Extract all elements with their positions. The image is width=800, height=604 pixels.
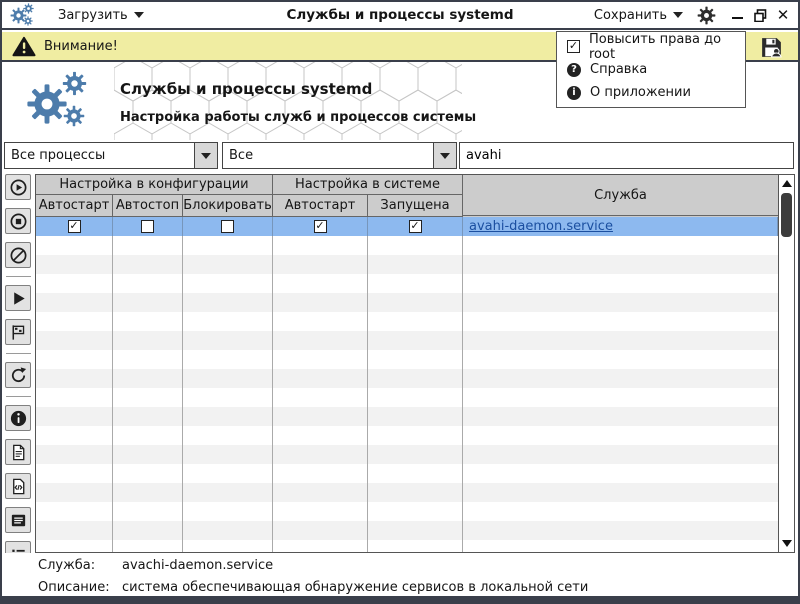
checkbox-cell <box>368 350 463 369</box>
service-cell <box>463 483 778 502</box>
finish-flag-button[interactable] <box>5 319 31 345</box>
stop-circle-icon <box>9 212 28 231</box>
checkbox-cell <box>113 445 183 464</box>
warning-text: Внимание! <box>44 38 118 54</box>
service-cell <box>463 350 778 369</box>
checkbox-cell <box>183 464 273 483</box>
service-cell <box>463 236 778 255</box>
checkbox-cell <box>113 426 183 445</box>
checkbox-cell <box>36 369 113 388</box>
checkbox-cell <box>273 350 368 369</box>
page-subtitle: Настройка работы служб и процессов системы <box>120 110 477 125</box>
checkbox-cell <box>183 502 273 521</box>
group-header-config: Настройка в конфигурации <box>36 175 273 195</box>
table-body <box>36 217 778 552</box>
table-row <box>36 331 778 350</box>
load-button-label: Загрузить <box>58 7 128 23</box>
table-row <box>36 540 778 552</box>
checkbox-cell <box>273 464 368 483</box>
services-table <box>35 174 795 553</box>
save-button[interactable] <box>594 8 683 23</box>
menu-item-label: О приложении <box>590 85 691 100</box>
dropdown-arrow-button[interactable] <box>433 143 456 168</box>
scroll-up-icon[interactable] <box>782 180 792 187</box>
minimize-button[interactable] <box>730 8 744 22</box>
hexagon-pattern <box>114 62 462 140</box>
save-button-label: Сохранить <box>593 7 667 23</box>
save-as-root-icon[interactable] <box>759 35 784 60</box>
checkbox-cell[interactable] <box>36 217 113 236</box>
window-title: Службы и процессы systemd <box>286 7 514 23</box>
checkbox-cell <box>113 502 183 521</box>
checkbox-cell <box>183 350 273 369</box>
checkbox-cell <box>273 369 368 388</box>
info-circle-icon: i <box>567 86 581 100</box>
checkbox-cell <box>273 312 368 331</box>
refresh-button[interactable] <box>5 362 31 388</box>
service-link[interactable]: avahi-daemon.service <box>469 219 613 234</box>
checkbox-cell[interactable] <box>273 217 368 236</box>
checkbox-cell <box>36 521 113 540</box>
table-row <box>36 445 778 464</box>
checkbox-cell[interactable] <box>113 217 183 236</box>
checkbox-cell <box>183 540 273 552</box>
checkbox-cell <box>273 540 368 552</box>
checkbox-cell[interactable] <box>368 217 463 236</box>
checkbox-cell <box>36 540 113 552</box>
checkbox-cell <box>36 445 113 464</box>
column-header-running[interactable]: Запущена <box>368 195 463 217</box>
checkbox-unchecked[interactable] <box>141 220 154 233</box>
table-row <box>36 426 778 445</box>
refresh-icon <box>9 366 28 385</box>
checkbox-cell <box>368 502 463 521</box>
checkbox-cell <box>113 255 183 274</box>
checkbox-cell <box>273 331 368 350</box>
checkbox-unchecked[interactable] <box>221 220 234 233</box>
service-cell <box>463 502 778 521</box>
checkbox-cell <box>273 445 368 464</box>
unit-source-button[interactable] <box>5 473 31 499</box>
service-cell <box>463 369 778 388</box>
checkbox-cell <box>36 502 113 521</box>
app-gears-icon <box>10 3 36 27</box>
checkbox-cell <box>183 293 273 312</box>
checkbox-checked[interactable]: ✓ <box>69 219 79 232</box>
checkbox-cell <box>113 540 183 552</box>
checkbox-cell <box>368 445 463 464</box>
category-filter-value: Все <box>229 148 254 163</box>
main-area <box>2 172 798 553</box>
checkbox-cell <box>368 293 463 312</box>
checkbox-cell <box>183 312 273 331</box>
checkbox-cell <box>113 369 183 388</box>
table-row <box>36 521 778 540</box>
checkbox-cell <box>273 521 368 540</box>
checkbox-cell <box>368 464 463 483</box>
checkbox-cell <box>36 312 113 331</box>
checkbox-cell <box>273 426 368 445</box>
table-header <box>36 175 778 217</box>
description-label: Описание: <box>38 580 110 595</box>
checkbox-cell <box>113 407 183 426</box>
service-cell <box>463 445 778 464</box>
checkbox-cell <box>368 312 463 331</box>
checkbox-cell <box>36 483 113 502</box>
side-toolbar <box>5 174 32 575</box>
load-button[interactable] <box>58 8 144 23</box>
service-cell <box>463 293 778 312</box>
table-row <box>36 502 778 521</box>
info-icon <box>9 409 28 428</box>
service-cell <box>463 331 778 350</box>
checkbox-cell <box>368 426 463 445</box>
table-row <box>36 350 778 369</box>
table-row <box>36 483 778 502</box>
checkbox-cell <box>183 369 273 388</box>
app-logo-gears-icon <box>26 71 90 131</box>
service-label: Служба: <box>38 558 96 573</box>
block-service-button[interactable] <box>5 242 31 268</box>
checkbox-cell <box>273 407 368 426</box>
service-cell <box>463 312 778 331</box>
checkbox-cell <box>113 483 183 502</box>
checkbox-cell <box>113 350 183 369</box>
service-cell <box>463 521 778 540</box>
block-icon <box>9 246 28 265</box>
service-cell <box>463 255 778 274</box>
table-row <box>36 312 778 331</box>
menu-item-label: Повысить права до root <box>589 31 722 62</box>
checkbox-cell <box>183 445 273 464</box>
table-row <box>36 407 778 426</box>
checkbox-cell <box>368 521 463 540</box>
service-cell[interactable] <box>463 217 778 236</box>
checkbox-cell <box>183 236 273 255</box>
checkbox-cell <box>113 464 183 483</box>
checkbox-cell <box>183 388 273 407</box>
checkbox-cell <box>273 483 368 502</box>
save-dropdown-menu <box>556 31 746 108</box>
checkbox-cell <box>36 464 113 483</box>
toolbar-separator <box>6 276 31 277</box>
dropdown-arrow-button[interactable] <box>194 143 217 168</box>
checkbox-cell <box>368 236 463 255</box>
table-row <box>36 388 778 407</box>
document-icon <box>9 443 28 462</box>
run-button[interactable] <box>5 285 31 311</box>
scrollbar-thumb[interactable] <box>781 193 792 237</box>
checkbox-cell <box>368 540 463 552</box>
checkbox-cell <box>36 407 113 426</box>
checkbox-cell <box>36 236 113 255</box>
checkbox-cell <box>368 369 463 388</box>
category-filter-dropdown[interactable] <box>222 142 457 169</box>
process-filter-dropdown[interactable] <box>4 142 218 169</box>
checkbox-cell <box>113 236 183 255</box>
checkbox-cell <box>36 331 113 350</box>
checkbox-cell <box>113 388 183 407</box>
unit-file-button[interactable] <box>5 439 31 465</box>
table-row <box>36 255 778 274</box>
table-row <box>36 236 778 255</box>
settings-gear-icon[interactable] <box>697 6 716 25</box>
play-icon <box>9 289 28 308</box>
checkbox-checked-icon: ✓ <box>568 39 579 52</box>
checkbox-cell <box>183 483 273 502</box>
filter-row <box>2 140 798 172</box>
column-header-service[interactable]: Служба <box>463 175 778 216</box>
service-cell <box>463 426 778 445</box>
title-bar <box>2 2 798 30</box>
document-code-icon <box>9 477 28 496</box>
column-header-autostart-system[interactable]: Автостарт <box>273 195 368 217</box>
service-cell <box>463 274 778 293</box>
checkbox-cell <box>113 312 183 331</box>
checkbox-cell <box>368 274 463 293</box>
table-row <box>36 369 778 388</box>
flag-icon <box>9 323 28 342</box>
checkbox-cell <box>113 521 183 540</box>
column-header-autostart-config[interactable]: Автостарт <box>36 195 113 217</box>
service-cell <box>463 407 778 426</box>
process-filter-value: Все процессы <box>11 148 106 163</box>
maximize-button[interactable] <box>753 8 767 22</box>
scroll-down-icon[interactable] <box>782 540 792 547</box>
menu-item-about[interactable] <box>557 81 745 104</box>
service-cell <box>463 540 778 552</box>
checkbox-cell <box>113 293 183 312</box>
page-title: Службы и процессы systemd <box>120 80 373 98</box>
checkbox-cell <box>36 388 113 407</box>
console-list-icon <box>9 511 28 530</box>
checkbox-cell <box>183 407 273 426</box>
service-value: avachi-daemon.service <box>122 558 274 573</box>
chevron-down-icon <box>673 12 683 18</box>
checkbox-cell <box>273 293 368 312</box>
stop-service-button[interactable] <box>5 208 31 234</box>
details-panel <box>2 553 798 596</box>
help-circle-icon: ? <box>567 63 581 77</box>
checkbox-cell <box>273 274 368 293</box>
checkbox-cell <box>36 255 113 274</box>
checkbox-cell <box>273 388 368 407</box>
checkbox-checked[interactable]: ✓ <box>410 219 420 232</box>
table-row <box>36 464 778 483</box>
checkbox-cell <box>36 426 113 445</box>
menu-item-elevate-root[interactable] <box>557 31 745 62</box>
checkbox-cell <box>368 255 463 274</box>
checkbox-cell <box>273 255 368 274</box>
search-input[interactable] <box>459 142 794 169</box>
checkbox-cell <box>183 331 273 350</box>
menu-item-label: Справка <box>590 62 648 77</box>
journal-button[interactable] <box>5 507 31 533</box>
play-circle-icon <box>9 178 28 197</box>
checkbox-cell <box>368 483 463 502</box>
toolbar-separator <box>6 353 31 354</box>
info-button[interactable] <box>5 405 31 431</box>
chevron-down-icon <box>134 12 144 18</box>
checkbox-cell <box>183 521 273 540</box>
checkbox-cell <box>368 331 463 350</box>
start-service-button[interactable] <box>5 174 31 200</box>
checkbox-cell <box>368 407 463 426</box>
checkbox-cell <box>183 426 273 445</box>
table-row <box>36 293 778 312</box>
service-cell <box>463 464 778 483</box>
checkbox-cell[interactable] <box>183 217 273 236</box>
checkbox-cell <box>113 274 183 293</box>
checkbox-cell <box>273 236 368 255</box>
group-header-system: Настройка в системе <box>273 175 463 195</box>
checkbox-cell <box>273 502 368 521</box>
vertical-scrollbar[interactable] <box>778 175 794 552</box>
checkbox-cell <box>113 331 183 350</box>
checkbox-cell <box>368 388 463 407</box>
column-header-block[interactable]: Блокировать <box>183 195 273 217</box>
table-row <box>36 274 778 293</box>
checkbox-checked[interactable]: ✓ <box>315 219 325 232</box>
column-header-autostop[interactable]: Автостоп <box>113 195 183 217</box>
checkbox-cell <box>183 274 273 293</box>
checkbox-cell <box>36 274 113 293</box>
description-value: система обеспечивающая обнаружение сервисов в локальной сети <box>122 580 589 595</box>
checkbox-cell <box>36 293 113 312</box>
service-cell <box>463 388 778 407</box>
close-button[interactable]: ✕ <box>776 5 790 24</box>
checkbox-cell <box>36 350 113 369</box>
table-row[interactable] <box>36 217 778 236</box>
toolbar-separator <box>6 396 31 397</box>
warning-triangle-icon <box>12 36 36 57</box>
checkbox-cell <box>183 255 273 274</box>
